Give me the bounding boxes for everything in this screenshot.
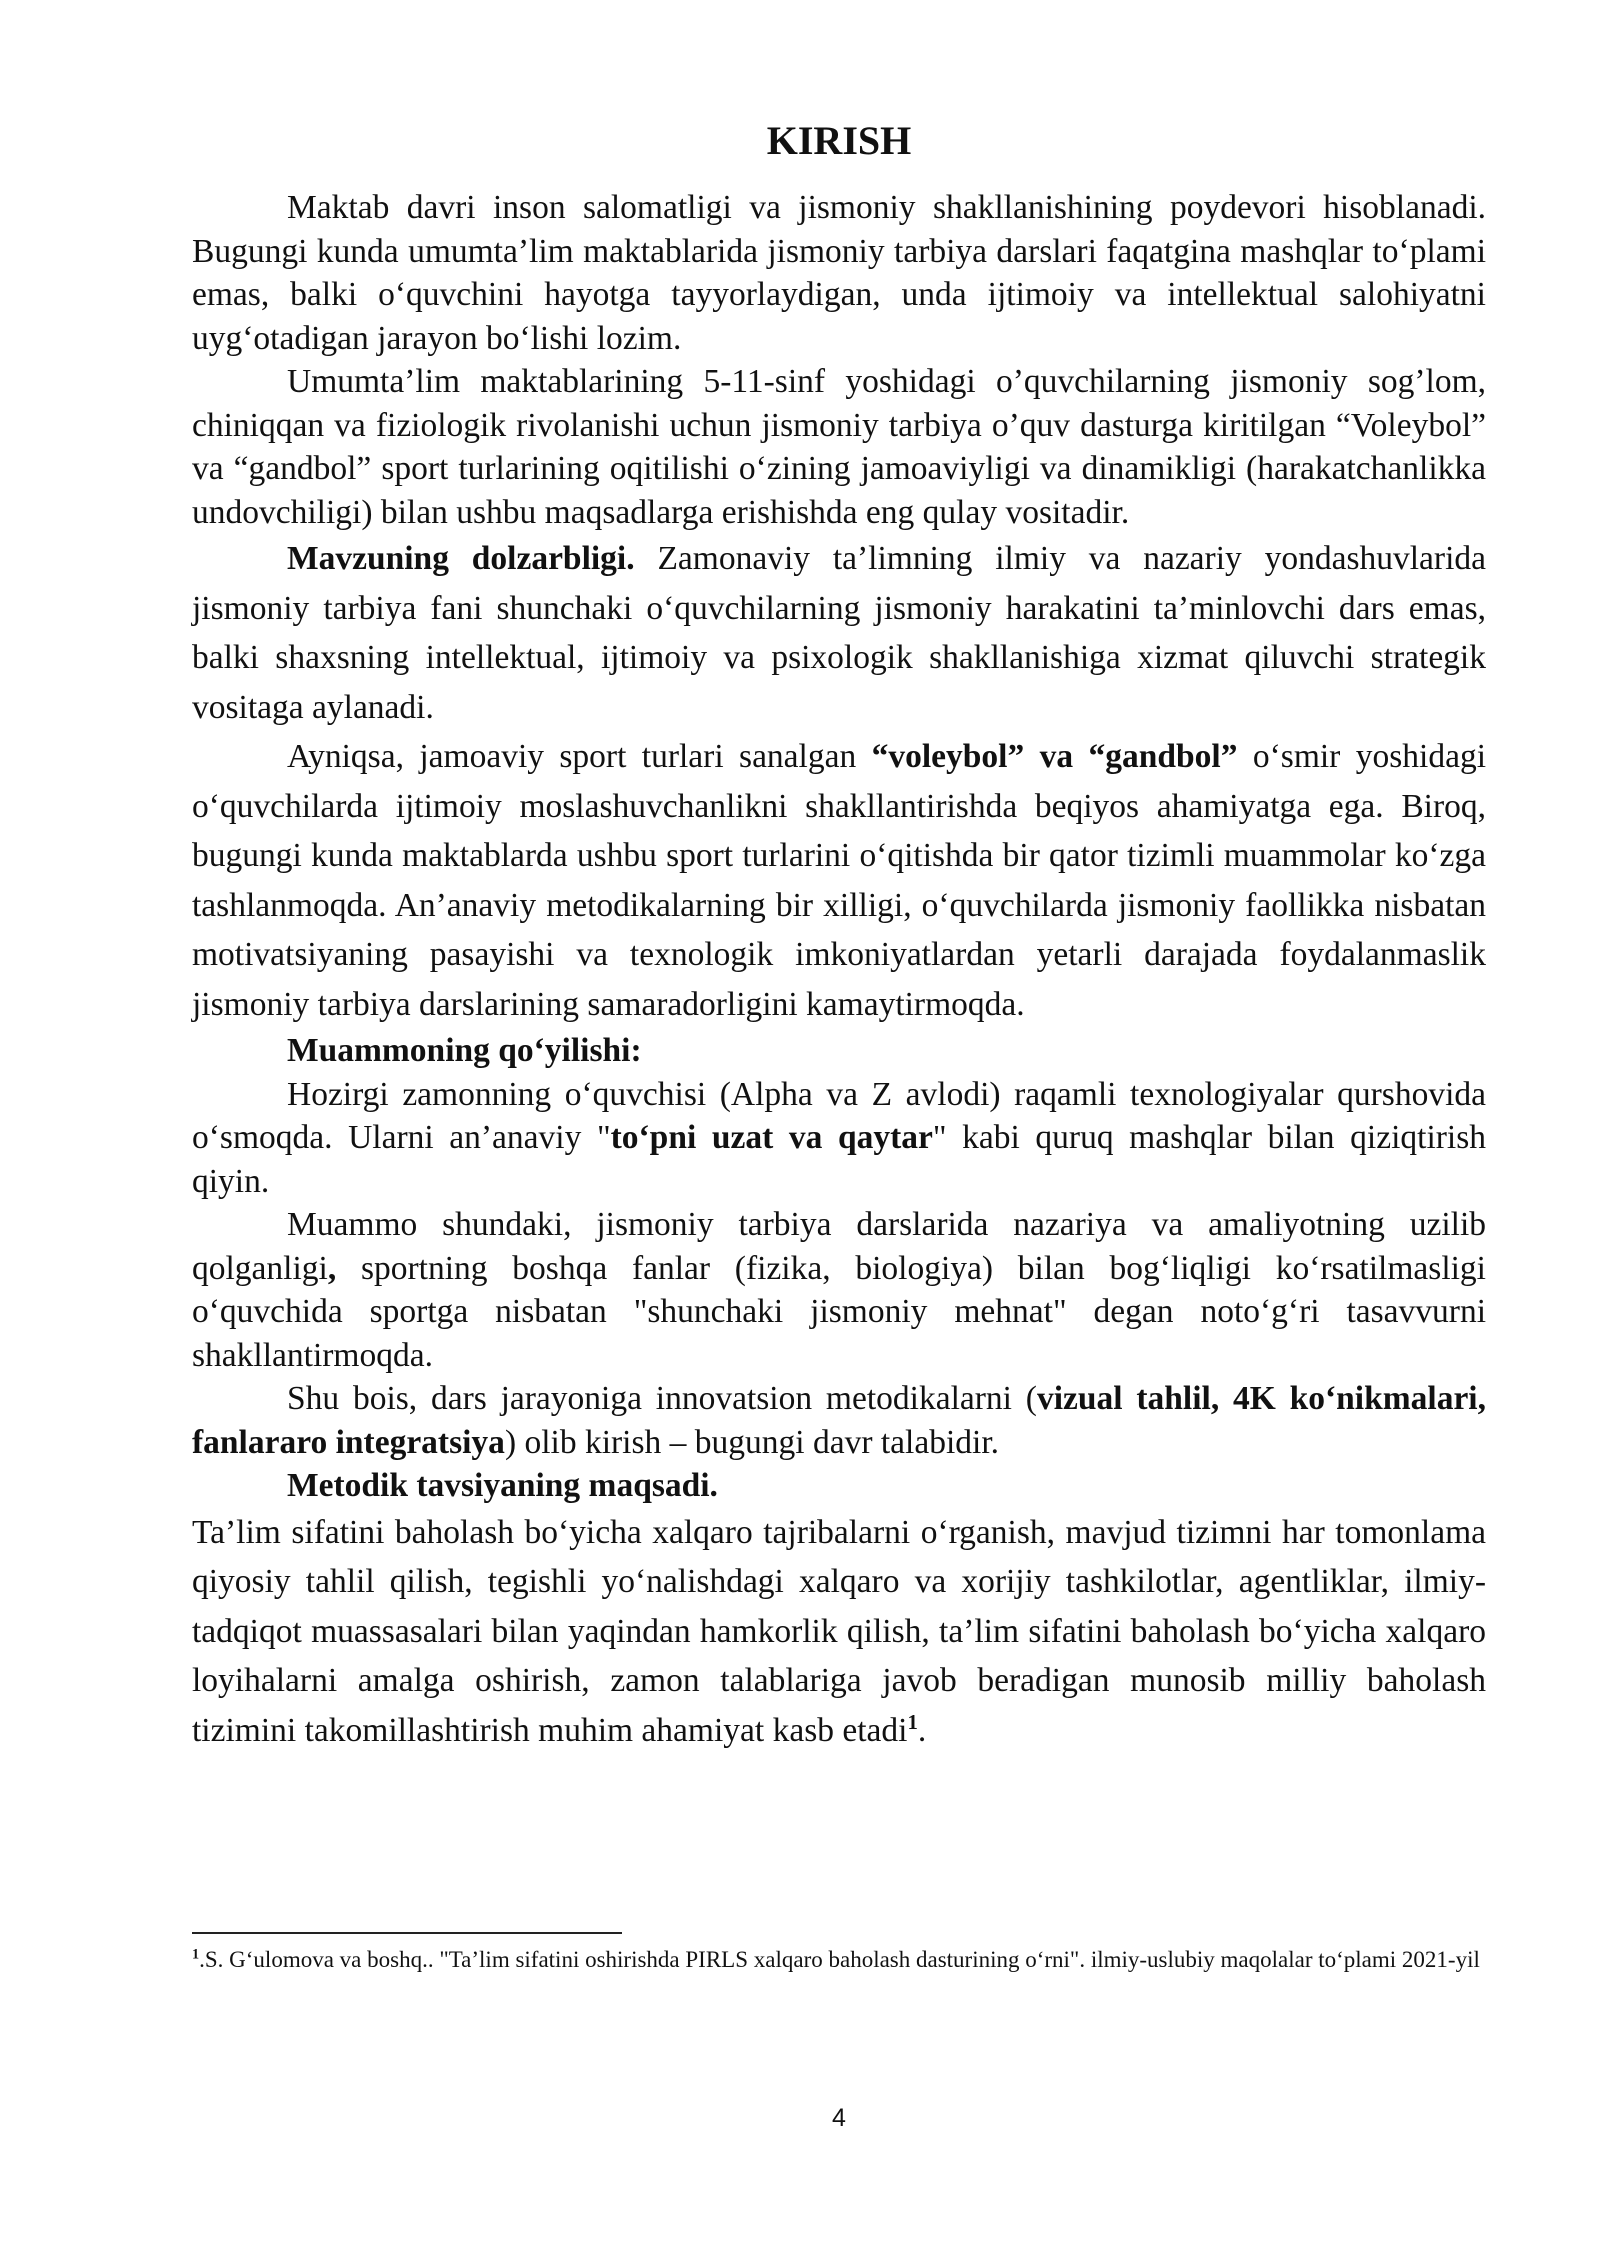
footnote-divider (192, 1932, 622, 1934)
problem-text-end: sportning boshqa fanlar (fizika, biologiya) bilan bog‘liqligi ko‘rsatilmasligi o‘quvchida sportga nisbatan "shunchaki jismoniy mehnat" degan noto‘g‘ri tasavvurni shakllantirmoqda. (192, 1249, 1486, 1374)
generation-bold: to‘pni uzat va qaytar (610, 1119, 933, 1156)
footnote-reference: 1 (907, 1710, 918, 1734)
relevance-text: Zamonaviy ta’limning ilmiy va nazariy yondashuvlarida jismoniy tarbiya fani shunchaki o‘quvchilarning jismoniy harakatini ta’minlovchi dars emas, balki shaxsning intellektual, ijtimoiy va psixologik shakllanishiga xizmat qiluvchi strategik vositaga aylanadi. (192, 540, 1486, 726)
paragraph-problem (192, 1203, 1486, 1377)
problem-text-start: Muammo shundaki, jismoniy tarbiya darslarida nazariya va amaliyotning uzilib qolganligi (192, 1206, 1486, 1287)
document-body (192, 186, 1486, 1755)
paragraph-innovation (192, 1377, 1486, 1464)
relevance-heading: Mavzuning dolzarbligi. (287, 540, 635, 577)
footnote (192, 1944, 1486, 1975)
goal-text: Ta’lim sifatini baholash bo‘yicha xalqaro tajribalarni o‘rganish, mavjud tizimni har tomonlama qiyosiy tahlil qilish, tegishli yo‘nalishdagi xalqaro va xorijiy tashkilotlar, agentliklar, ilmiy-tadqiqot muassasalari bilan yaqindan hamkorlik qilish, ta’lim sifatini baholash bo‘yicha xalqaro loyihalarni amalga oshirish, zamon talablariga javob beradigan munosib milliy baholash tizimini takomillashtirish muhim ahamiyat kasb etadi (192, 1513, 1486, 1749)
footnote-text: .S. G‘ulomova va boshq.. "Ta’lim sifatini oshirishda PIRLS xalqaro baholash dasturining o‘rni". ilmiy-uslubiy maqolalar to‘plami 2021-yil (199, 1947, 1480, 1972)
heading-goal: Metodik tavsiyaning maqsadi. (287, 1467, 718, 1504)
paragraph-intro: Maktab davri inson salomatligi va jismoniy shakllanishining poydevori hisoblanadi. Bugungi kunda umumta’lim maktablarida jismoniy tarbiya darslari faqatgina mashqlar to‘plami emas, balki o‘quvchini hayotga tayyorlaydigan, unda ijtimoiy va intellektual salohiyatni uyg‘otadigan jarayon bo‘lishi lozim. (192, 189, 1486, 357)
innovation-text-end: ) olib kirish – bugungi davr talabidir. (504, 1423, 999, 1461)
team-sports-bold: “voleybol” va “gandbol” (871, 738, 1238, 775)
heading-problem: Muammoning qo‘yilishi: (287, 1032, 642, 1069)
innovation-text-start: Shu bois, dars jarayoniga innovatsion metodikalarni ( (287, 1380, 1037, 1417)
innovation-bold: vizual tahlil, 4K ko‘nikmalari, fanlararo integratsiya (192, 1380, 1486, 1461)
paragraph-team-sports (192, 732, 1486, 1029)
page-number: 4 (832, 2104, 846, 2132)
problem-bold-comma: , (327, 1249, 337, 1287)
page-title: KIRISH (766, 118, 912, 163)
paragraph-generation (192, 1073, 1486, 1204)
paragraph-curriculum: Umumta’lim maktablarining 5-11-sinf yoshidagi o’quvchilarning jismoniy sog’lom, chiniqqan va fiziologik rivolanishi uchun jismoniy tarbiya o’quv dasturga kiritilgan “Voleybol” va “gandbol” sport turlarining oqitilishi o‘zining jamoaviyligi va dinamikligi (harakatchanlikka undovchiligi) bilan ushbu maqsadlarga erishishda eng qulay vositadir. (192, 363, 1486, 531)
team-sports-text-end: o‘smir yoshidagi o‘quvchilarda ijtimoiy moslashuvchanlikni shakllantirishda beqiyos ahamiyatga ega. Biroq, bugungi kunda maktablarda ushbu sport turlarini o‘qitishda bir qator tizimli muammolar ko‘zga tashlanmoqda. An’anaviy metodikalarning bir xilligi, o‘quvchilarda jismoniy faollikka nisbatan motivatsiyaning pasayishi va texnologik imkoniyatlardan yetarli darajada foydalanmaslik jismoniy tarbiya darslarining samaradorligini kamaytirmoqda. (192, 738, 1486, 1023)
generation-text-end: " kabi quruq mashqlar bilan qiziqtirish qiyin. (192, 1119, 1486, 1200)
footnote-mark: 1 (192, 1946, 200, 1963)
paragraph-goal (192, 1508, 1486, 1756)
paragraph-relevance (192, 534, 1486, 732)
generation-text-start: Hozirgi zamonning o‘quvchisi (Alpha va Z avlodi) raqamli texnologiyalar qurshovida o‘smoqda. Ularni an’anaviy " (192, 1075, 1486, 1156)
team-sports-text-start: Ayniqsa, jamoaviy sport turlari sanalgan (287, 738, 872, 775)
goal-text-end: . (917, 1711, 927, 1749)
